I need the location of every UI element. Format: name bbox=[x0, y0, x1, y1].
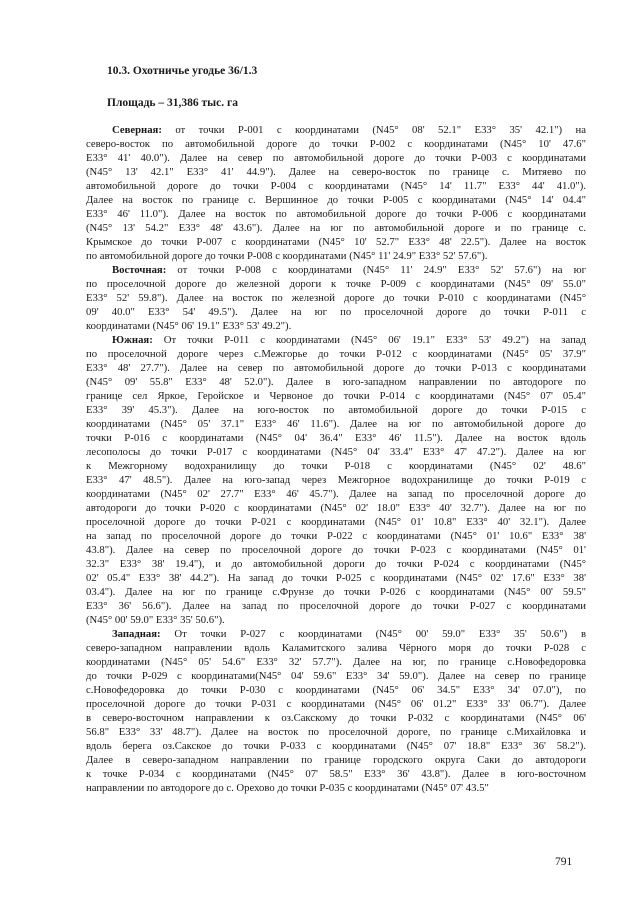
text-line: E33° 39' 45.3"). Далее на юго-восток по автомобильной дороге до точки Р-015 с bbox=[86, 404, 586, 416]
text-line: точки Р-016 с координатами (N45° 04' 36.4" E33° 46' 11.5"). Далее на восток вдоль bbox=[86, 432, 586, 444]
text-line: к точке Р-034 с координатами (N45° 07' 58.5" E33° 36' 43.8"). Далее в юго-восточном bbox=[86, 768, 586, 780]
text-line: автомобильной дороге до точки Р-004 с координатами (N45° 14' 11.7" E33° 44' 41.0"). bbox=[86, 180, 586, 192]
boundary-paragraph-west bbox=[86, 627, 586, 795]
text-line: E33° 47' 48.5"). Далее на юго-запад через Межгорное водохранилище до точки Р-019 с bbox=[86, 474, 586, 486]
text-line: по проселочной дороге через с.Межгорье до точки Р-012 с координатами (N45° 05' 37.9" bbox=[86, 348, 586, 360]
text-line: координатами (N45° 06' 19.1" E33° 53' 49.2"). bbox=[86, 320, 292, 332]
boundary-label: Северная: bbox=[112, 124, 162, 136]
boundary-description bbox=[86, 123, 586, 795]
text-line: (N45° 00' 59.0" E33° 35' 50.6"). bbox=[86, 614, 225, 626]
text-line: E33° 36' 56.6"). Далее на запад по проселочной дороге до точки Р-027 с координатами bbox=[86, 600, 586, 612]
text-line: на запад по проселочной дороге до точки Р-022 с координатами (N45° 01' 10.6" E33° 38' bbox=[86, 530, 586, 542]
text-line: лесополосы до точки Р-017 с координатами (N45° 04' 33.4" E33° 47' 47.2"). Далее на юг bbox=[86, 446, 586, 458]
text-line: 32.3" E33° 38' 19.4"), и до автомобильной дороги до точки Р-024 с координатами (N45° bbox=[86, 558, 586, 570]
text-line: 02' 05.4" E33° 38' 44.2"). На запад до точки Р-025 с координатами (N45° 02' 17.6" E33° 38' bbox=[86, 572, 586, 584]
text-line-content: от точки Р-001 с координатами (N45° 08' 52.1" E33° 35' 42.1") на bbox=[161, 124, 586, 136]
text-line: 03.4"). Далее на юг по границе с.Фрунзе до точки Р-026 с координатами (N45° 00' 59.5" bbox=[86, 586, 586, 598]
text-line: Далее на восток по границе с. Вершинное до точки Р-005 с координатами (N45° 14' 04.4" bbox=[86, 194, 586, 206]
text-line: границе сел Яркое, Геройское и Червоное до точки Р-014 с координатами (N45° 07' 05.4" bbox=[86, 390, 586, 402]
text-line: направлении по автодороге до с. Орехово до точки Р-035 с координатами (N45° 07' 43.5" bbox=[86, 782, 489, 794]
text-line: координатами (N45° 02' 27.7" E33° 46' 45.7"). Далее на запад по проселочной дороге до bbox=[86, 488, 586, 500]
text-line: по автомобильной дороге до точки Р-008 с координатами (N45° 11' 24.9" E33° 52' 57.6"). bbox=[86, 250, 488, 262]
text-line: координатами (N45° 05' 37.1" E33° 46' 11.6"). Далее на юг по автомобильной дороге до bbox=[86, 418, 586, 430]
text-line: (N45° 13' 54.2" E33° 48' 43.6"). Далее на юг по автомобильной дороге и по границе с. bbox=[86, 222, 586, 234]
page-number: 791 bbox=[555, 856, 573, 868]
text-line: Крымское до точки Р-007 с координатами (N45° 10' 52.7" E33° 48' 22.5"). Далее на восток bbox=[86, 236, 586, 248]
text-line: северо-восток по автомобильной дороге до точки Р-002 с координатами (N45° 10' 47.6" bbox=[86, 138, 586, 150]
text-line bbox=[86, 263, 586, 277]
text-line-content: от точки Р-008 с координатами (N45° 11' 24.9" E33° 52' 57.6") на юг bbox=[166, 264, 586, 276]
boundary-label: Западная: bbox=[112, 628, 161, 640]
text-line: E33° 52' 59.8"). Далее на восток по железной дороге до точки Р-010 с координатами (N45° bbox=[86, 292, 586, 304]
text-line: вдоль берега оз.Сакское до точки Р-033 с координатами (N45° 07' 18.8" E33° 36' 58.2"). bbox=[86, 740, 586, 752]
text-line-content: От точки Р-027 с координатами (N45° 00' 59.0" E33° 35' 50.6") в bbox=[160, 628, 586, 640]
boundary-label: Южная: bbox=[112, 334, 153, 346]
boundary-paragraph-south bbox=[86, 333, 586, 627]
text-line: 09' 40.0" E33° 54' 49.5"). Далее на юг по проселочной дороге до точки Р-011 с bbox=[86, 306, 586, 318]
text-line bbox=[86, 627, 586, 641]
text-line: (N45° 09' 55.8" E33° 48' 52.0"). Далее в юго-западном направлении по автодороге по bbox=[86, 376, 586, 388]
section-title: 10.3. Охотничье угодье 36/1.3 bbox=[107, 65, 258, 77]
boundary-paragraph-east bbox=[86, 263, 586, 333]
text-line: до точки Р-029 с координатами(N45° 04' 59.6" E33° 34' 59.0"). Далее на север по границе bbox=[86, 670, 586, 682]
boundary-paragraph-north bbox=[86, 123, 586, 263]
area-heading: Площадь – 31,386 тыс. га bbox=[107, 97, 238, 109]
text-line: координатами (N45° 05' 54.6" E33° 32' 57.7"). Далее на юг, по границе с.Новофедоровка bbox=[86, 656, 586, 668]
text-line: северо-западном направлении вдоль Каламитского залива Чёрного моря до точки Р-028 с bbox=[86, 642, 586, 654]
text-line: автодороги до точки Р-020 с координатами (N45° 02' 18.0" E33° 40' 32.7"). Далее на юг по bbox=[86, 502, 586, 514]
text-line: 43.8"). Далее на север по проселочной дороге до точки Р-023 с координатами (N45° 01' bbox=[86, 544, 586, 556]
text-line bbox=[86, 123, 586, 137]
boundary-label: Восточная: bbox=[112, 264, 167, 276]
text-line: проселочной дороге до точки Р-021 с координатами (N45° 01' 10.8" E33° 40' 32.1"). Далее bbox=[86, 516, 586, 528]
text-line: E33° 41' 40.0"). Далее на север по автомобильной дороге до точки Р-003 с координатами bbox=[86, 152, 586, 164]
text-line: Далее в северо-западном направлении по границе городского округа Саки до автодороги bbox=[86, 754, 586, 766]
text-line: E33° 48' 27.7"). Далее на север по автомобильной дороге до точки Р-013 с координатами bbox=[86, 362, 586, 374]
text-line: по проселочной дороге до железной дороги к точке Р-009 с координатами (N45° 09' 55.0" bbox=[86, 278, 586, 290]
text-line: к Межгорному водохранилищу до точки Р-018 с координатами (N45° 02' 48.6" bbox=[86, 460, 586, 472]
text-line: с.Новофедоровка до точки Р-030 с координатами (N45° 06' 34.5" E33° 34' 07.0"), по bbox=[86, 684, 586, 696]
text-line-content: От точки Р-011 с координатами (N45° 06' 19.1" E33° 53' 49.2") на запад bbox=[152, 334, 586, 346]
text-line: E33° 46' 11.0"). Далее на восток по автомобильной дороге до точки Р-006 с координатами bbox=[86, 208, 586, 220]
text-line: проселочной дороге до точки Р-031 с координатами (N45° 06' 01.2" E33° 33' 06.7"). Далее bbox=[86, 698, 586, 710]
text-line: в северо-восточном направлении к оз.Сакскому до точки Р-032 с координатами (N45° 06' bbox=[86, 712, 586, 724]
text-line bbox=[86, 333, 586, 347]
text-line: (N45° 13' 42.1" E33° 41' 44.9"). Далее на северо-восток по границе с. Митяево по bbox=[86, 166, 586, 178]
text-line: 56.8" E33° 33' 48.7"). Далее на восток по проселочной дороге, по границе с.Михайловка и bbox=[86, 726, 586, 738]
